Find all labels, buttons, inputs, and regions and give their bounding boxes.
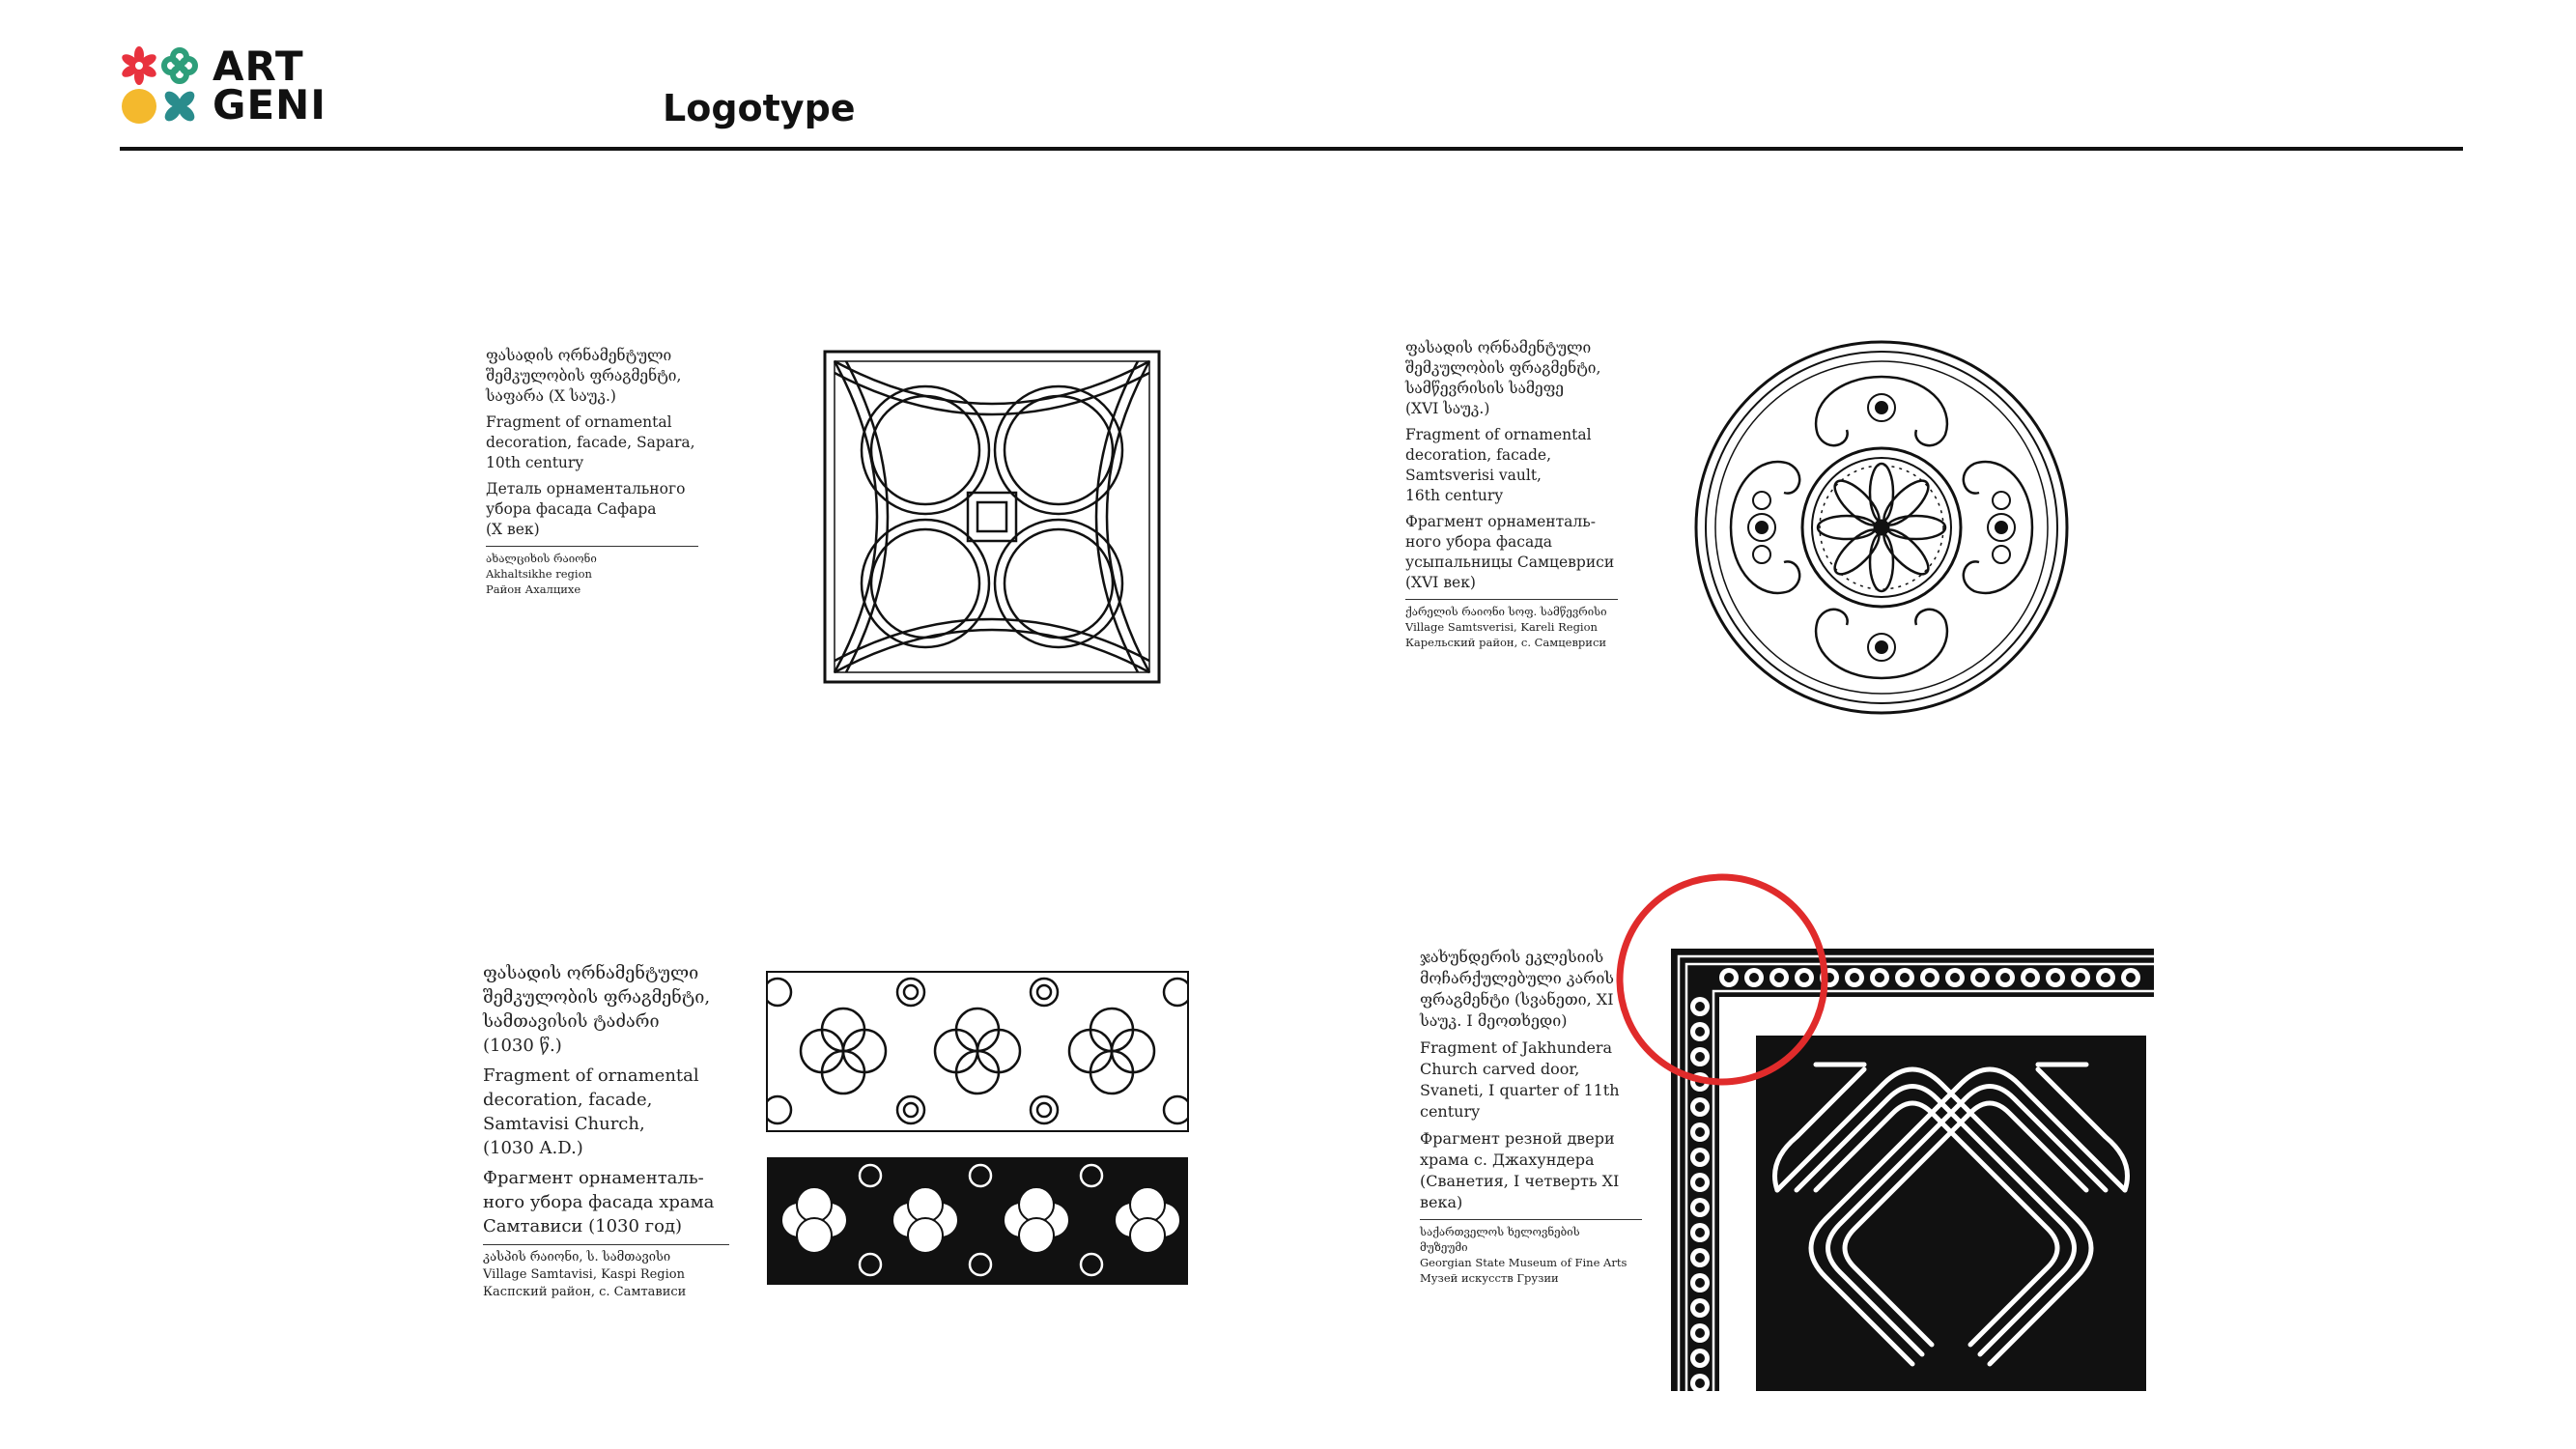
caption-samtavisi xyxy=(483,961,729,1301)
caption-georgian: ჯახუნდერის ეკლესიის მოჩარქულებული კარის ფრაგმენტი (სვანეთი, XI საუკ. I მეოთხედი) xyxy=(1420,948,1614,1030)
caption-jakhundera xyxy=(1420,947,1642,1286)
caption-english: Fragment of ornamental decoration, facade, Sapara, 10th century xyxy=(486,413,695,471)
caption-samtsverisi xyxy=(1405,338,1618,650)
highlight-circle xyxy=(1615,872,1829,1087)
caption-russian: Фрагмент резной двери храма с. Джахундера (Сванетия, I четверть XI века) xyxy=(1420,1129,1620,1211)
logo-word-geni: GENI xyxy=(212,81,326,128)
caption-russian: Деталь орнаментального убора фасада Сафара (X век) xyxy=(486,480,686,538)
frieze-ornament xyxy=(766,971,1189,1286)
caption-english: Fragment of ornamental decoration, facade, Samtsverisi vault, 16th century xyxy=(1405,426,1592,504)
caption-english: Fragment of ornamental decoration, facade, Samtavisi Church, (1030 A.D.) xyxy=(483,1065,699,1158)
logo-word-art: ART xyxy=(212,43,304,90)
caption-location: საქართველოს ხელოვნების მუზეუმი Georgian State Museum of Fine Arts Музей искусств Грузии xyxy=(1420,1219,1642,1286)
header-divider xyxy=(120,147,2463,151)
caption-location: კასპის რაიონი, ს. სამთავისი Village Samtavisi, Kaspi Region Каспский район, с. Самтависи xyxy=(483,1244,729,1301)
caption-russian: Фрагмент орнаменталь- ного убора фасада усыпальницы Самцевриси (XVI век) xyxy=(1405,513,1615,591)
logo-mark-icon xyxy=(118,44,205,131)
rosette-ornament xyxy=(1692,338,2071,717)
caption-georgian: ფასადის ორნამენტული შემკულობის ფრაგმენტი, საფარა (X საუკ.) xyxy=(486,347,682,405)
caption-georgian: ფასადის ორნამენტული შემკულობის ფრაგმენტი, სამწევრისის სამეფე (XVI საუკ.) xyxy=(1405,339,1601,417)
caption-english: Fragment of Jakhundera Church carved door, Svaneti, I quarter of 11th century xyxy=(1420,1038,1620,1121)
art-geni-logo[interactable] xyxy=(118,44,369,131)
header xyxy=(0,0,2576,155)
page-title: Logotype xyxy=(663,87,856,129)
caption-location: ქარელის რაიონი სოფ. სამწევრისი Village Samtsverisi, Kareli Region Карельский район, с. Самцевриси xyxy=(1405,599,1618,650)
caption-sapara xyxy=(486,346,698,597)
square-knot-ornament xyxy=(823,350,1161,684)
caption-location: ახალციხის რაიონი Akhaltsikhe region Район Ахалцихе xyxy=(486,546,698,597)
caption-russian: Фрагмент орнаменталь- ного убора фасада храма Самтависи (1030 год) xyxy=(483,1168,715,1236)
caption-georgian: ფასადის ორნამენტული შემკულობის ფრაგმენტი, სამთავისის ტაძარი (1030 წ.) xyxy=(483,963,711,1056)
